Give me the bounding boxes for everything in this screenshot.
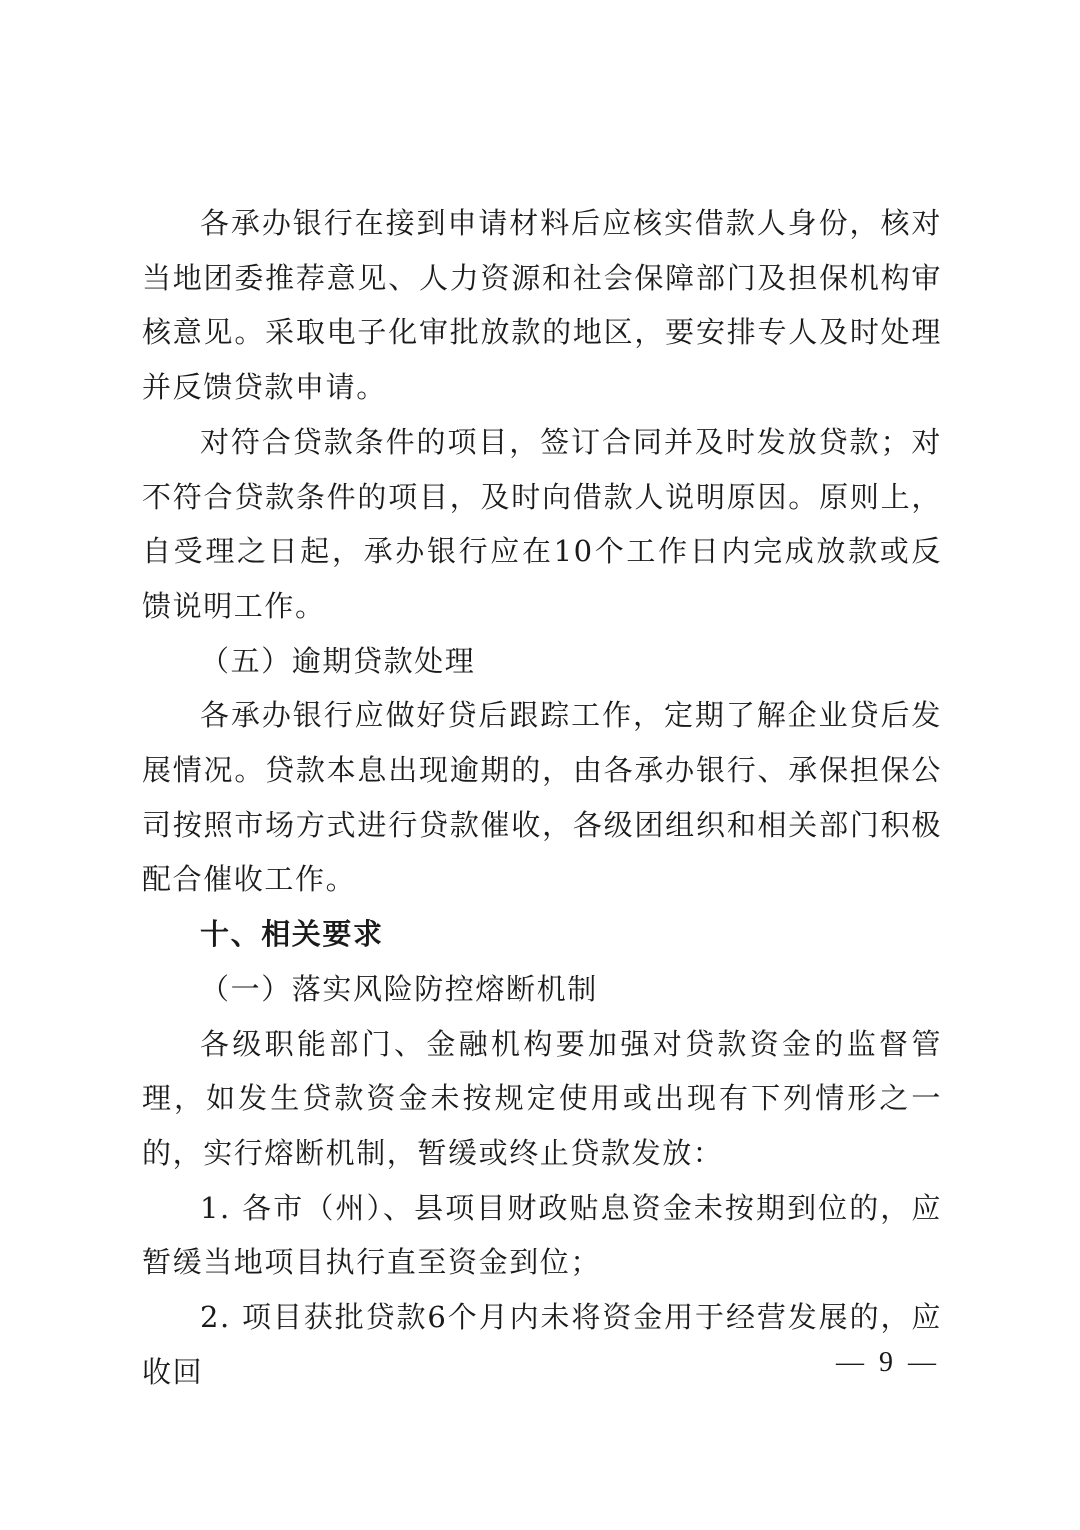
paragraph-loan-issuance: 对符合贷款条件的项目，签订合同并及时发放贷款；对不符合贷款条件的项目，及时向借款人说明原因。原则上，自受理之日起，承办银行应在10个工作日内完成放款或反馈说明工作。 [142, 424, 942, 623]
section-heading-requirements: 十、相关要求 [200, 917, 384, 952]
list-item-2: 2. 项目获批贷款6个月内未将资金用于经营发展的，应收回 [142, 1300, 942, 1389]
subheading-risk-control: （一）落实风险防控熔断机制 [200, 971, 598, 1006]
list-item-1: 1. 各市（州）、县项目财政贴息资金未按期到位的，应暂缓当地项目执行直至资金到位； [142, 1190, 942, 1280]
subheading-overdue-loans: （五）逾期贷款处理 [200, 643, 476, 678]
document-body [142, 196, 942, 1399]
paragraph-risk: 各级职能部门、金融机构要加强对贷款资金的监督管理，如发生贷款资金未按规定使用或出现有下列情形之一的，实行熔断机制，暂缓或终止贷款发放： [142, 1026, 942, 1170]
paragraph-overdue: 各承办银行应做好贷后跟踪工作，定期了解企业贷后发展情况。贷款本息出现逾期的，由各承办银行、承保担保公司按照市场方式进行贷款催收，各级团组织和相关部门积极配合催收工作。 [142, 698, 942, 897]
page-number: — 9 — [836, 1347, 940, 1378]
paragraph-review: 各承办银行在接到申请材料后应核实借款人身份，核对当地团委推荐意见、人力资源和社会保障部门及担保机构审核意见。采取电子化审批放款的地区，要安排专人及时处理并反馈贷款申请。 [142, 206, 942, 405]
